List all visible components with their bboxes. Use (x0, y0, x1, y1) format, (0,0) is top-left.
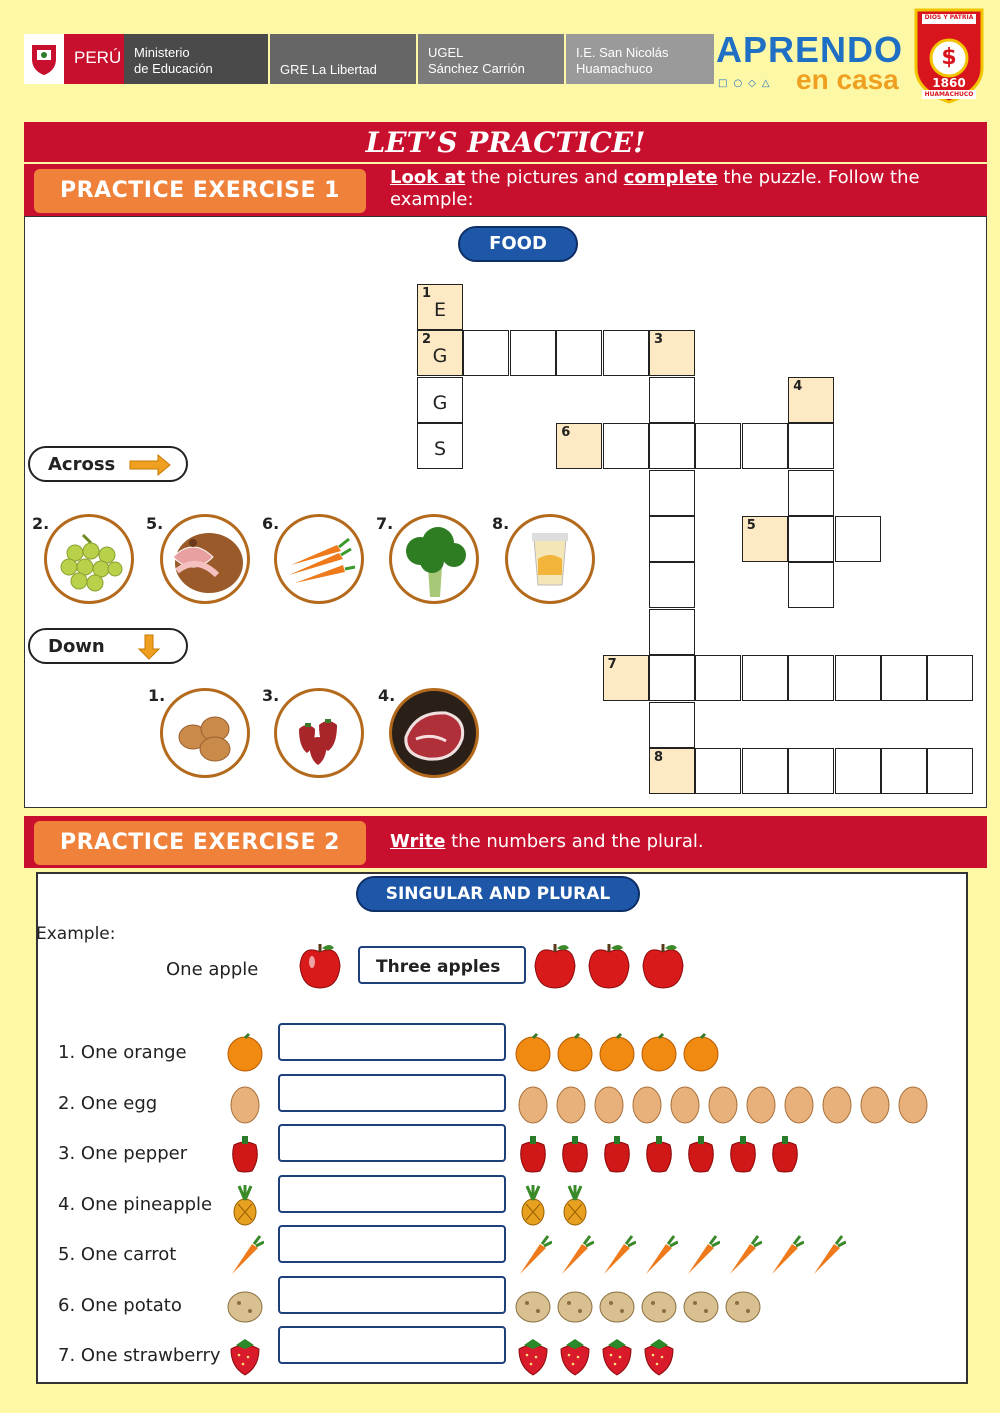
pineapple-icon (556, 1184, 594, 1226)
potato-icon (724, 1285, 762, 1327)
item-singular-picture (226, 1032, 264, 1078)
item-plural-pictures (514, 1285, 762, 1327)
peru-label: PERÚ (64, 34, 124, 84)
orange-icon (556, 1032, 594, 1074)
crossword-cell[interactable] (881, 748, 927, 794)
strawberry-icon (556, 1335, 594, 1377)
instr-text-1: the pictures and (465, 167, 624, 188)
strawberries-icon (274, 688, 364, 778)
potato-icon (640, 1285, 678, 1327)
carrot-icon (766, 1234, 804, 1276)
crossword-cell[interactable] (788, 562, 834, 608)
school-label (566, 34, 714, 84)
peru-crest-icon (24, 34, 64, 84)
crossword-cell[interactable] (649, 516, 695, 562)
crossword-cell[interactable] (788, 470, 834, 516)
exercise2-button: PRACTICE EXERCISE 2 (34, 821, 366, 865)
exercise1-header (24, 164, 987, 216)
broccoli-icon (389, 514, 479, 604)
meat-icon (389, 688, 479, 778)
item-singular-label: 1. One orange (58, 1042, 187, 1063)
crossword-cell[interactable] (695, 655, 741, 701)
clue-number: 6 (561, 425, 571, 441)
strawberry-icon (514, 1335, 552, 1377)
gre-label: GRE La Libertad (270, 34, 418, 84)
shield-year: 1860 (932, 76, 966, 90)
plural-answer-input[interactable] (278, 1124, 506, 1162)
crossword-cell[interactable] (649, 702, 695, 748)
instr-text-2: the puzzle. Follow the example: (390, 167, 920, 210)
apple-icon (640, 940, 686, 990)
topic-singular-plural-pill: SINGULAR AND PLURAL (356, 876, 640, 912)
example-label: Example: (36, 924, 116, 944)
carrot-icon (724, 1234, 762, 1276)
plural-answer-input[interactable] (278, 1023, 506, 1061)
crossword-cell[interactable] (788, 423, 834, 469)
egg-icon (226, 1083, 264, 1125)
aprendo-en-casa-logo (716, 29, 908, 96)
crossword-cell[interactable] (603, 655, 649, 701)
ham-icon (160, 514, 250, 604)
crossword-cell[interactable] (788, 748, 834, 794)
potato-icon (226, 1285, 264, 1327)
crossword-cell[interactable] (835, 516, 881, 562)
crossword-cell[interactable] (463, 330, 509, 376)
crossword-cell[interactable] (603, 423, 649, 469)
crossword-cell[interactable] (927, 748, 973, 794)
clue-number: 5 (746, 518, 756, 533)
ministry-line-1: Ministerio (134, 45, 190, 60)
item-singular-label: 2. One egg (58, 1092, 158, 1114)
crossword-cell[interactable] (742, 516, 788, 562)
crossword-cell[interactable] (417, 377, 463, 423)
crossword-cell[interactable] (649, 377, 695, 423)
exercise1-button: PRACTICE EXERCISE 1 (34, 169, 366, 213)
item-singular-label: 4. One pineapple (58, 1193, 213, 1215)
down-num-4: 4. (378, 686, 396, 705)
topic-food-pill: FOOD (458, 226, 578, 262)
yogurt-icon (505, 514, 595, 604)
egg-icon (780, 1083, 818, 1125)
shield-top-text: DIOS Y PATRIA (924, 14, 974, 21)
carrot-icon (640, 1234, 678, 1276)
item-singular-picture (226, 1133, 264, 1179)
crossword-cell[interactable] (742, 423, 788, 469)
orange-icon (682, 1032, 720, 1074)
crossword-cell[interactable] (881, 655, 927, 701)
pineapple-icon (514, 1184, 552, 1226)
apple-icon (586, 940, 632, 990)
pepper-icon (598, 1133, 636, 1175)
carrot-icon (682, 1234, 720, 1276)
across-num-2: 2. (32, 514, 50, 533)
crossword-cell[interactable] (649, 748, 695, 794)
carrots-icon (274, 514, 364, 604)
egg-icon (628, 1083, 666, 1125)
across-label: Across (48, 454, 116, 475)
pepper-icon (226, 1133, 264, 1175)
carrot-icon (598, 1234, 636, 1276)
potato-icon (556, 1285, 594, 1327)
egg-icon (514, 1083, 552, 1125)
item-plural-pictures (514, 1184, 594, 1226)
pepper-icon (724, 1133, 762, 1175)
potato-icon (598, 1285, 636, 1327)
crossword-cell[interactable] (603, 330, 649, 376)
crossword-letter: E (433, 299, 446, 321)
across-label-pill (28, 446, 188, 482)
item-plural-pictures (514, 1335, 678, 1377)
grapes-icon (44, 514, 134, 604)
brand-bottom: en casa (796, 64, 899, 95)
instr2-text: the numbers and the plural. (445, 831, 704, 852)
example-singular: One apple (166, 959, 259, 980)
exercise2-instruction (390, 831, 970, 853)
strawberry-icon (598, 1335, 636, 1377)
item-singular-picture (226, 1285, 264, 1331)
carrot-icon (514, 1234, 552, 1276)
potato-icon (682, 1285, 720, 1327)
crossword-cell[interactable] (835, 748, 881, 794)
instr-bold-1: Look at (390, 167, 466, 188)
strawberry-icon (226, 1335, 264, 1377)
exercise2-header (24, 816, 987, 868)
brand-shapes-icon: □○◇△ (718, 78, 776, 89)
crossword-cell[interactable] (649, 655, 695, 701)
carrot-icon (556, 1234, 594, 1276)
egg-icon (552, 1083, 590, 1125)
item-singular-picture (226, 1184, 264, 1230)
crossword-cell[interactable] (788, 377, 834, 423)
clue-number: 3 (654, 332, 664, 348)
crossword-cell[interactable] (788, 655, 834, 701)
egg-icon (704, 1083, 742, 1125)
carrot-icon (226, 1234, 264, 1276)
eggs-icon (160, 688, 250, 778)
crossword-cell[interactable] (788, 516, 834, 562)
plural-answer-input[interactable] (278, 1074, 506, 1112)
across-num-8: 8. (492, 514, 510, 533)
crossword-cell[interactable] (649, 562, 695, 608)
item-singular-picture (226, 1234, 264, 1280)
egg-icon (742, 1083, 780, 1125)
apple-icon (532, 940, 578, 990)
pepper-icon (556, 1133, 594, 1175)
crossword-cell[interactable] (417, 284, 463, 330)
ministry-line-2: de Educación (134, 61, 213, 76)
down-label: Down (48, 636, 105, 657)
exercise1-instruction (390, 167, 970, 211)
clue-number: 1 (422, 286, 432, 301)
crossword-cell[interactable] (695, 748, 741, 794)
item-singular-label: 3. One pepper (58, 1143, 188, 1164)
crossword-cell[interactable] (835, 655, 881, 701)
carrot-icon (808, 1234, 846, 1276)
egg-icon (894, 1083, 932, 1125)
crossword-cell[interactable] (649, 423, 695, 469)
down-num-1: 1. (148, 686, 166, 705)
down-label-pill (28, 628, 188, 664)
example-answer: Three apples (376, 957, 501, 977)
example-answer-box (358, 946, 526, 984)
crossword-cell[interactable] (742, 655, 788, 701)
egg-icon (856, 1083, 894, 1125)
item-singular-picture (226, 1083, 264, 1129)
crossword-cell[interactable] (417, 330, 463, 376)
item-singular-picture (226, 1335, 264, 1381)
clue-number: 8 (654, 750, 664, 765)
pepper-icon (514, 1133, 552, 1175)
crossword-letter: G (432, 391, 448, 414)
item-plural-pictures (514, 1083, 932, 1125)
plural-answer-input[interactable] (278, 1276, 506, 1314)
crossword-cell[interactable] (649, 330, 695, 376)
pepper-icon (640, 1133, 678, 1175)
apple-icon (298, 940, 342, 994)
strawberry-icon (640, 1335, 678, 1377)
egg-icon (666, 1083, 704, 1125)
egg-icon (590, 1083, 628, 1125)
orange-icon (514, 1032, 552, 1074)
across-num-5: 5. (146, 514, 164, 533)
clue-number: 7 (607, 657, 617, 673)
crossword-cell[interactable] (695, 423, 741, 469)
crossword-cell[interactable] (510, 330, 556, 376)
down-num-3: 3. (262, 686, 280, 705)
clue-number: 2 (422, 332, 432, 348)
orange-icon (598, 1032, 636, 1074)
svg-text:$: $ (941, 45, 957, 70)
brand-top: APRENDO (716, 29, 904, 70)
school-line-1: I.E. San Nicolás (576, 45, 669, 60)
crossword-letter: G (432, 345, 448, 368)
header-bar (24, 34, 714, 84)
instr-bold-2: complete (623, 167, 718, 188)
plural-answer-input[interactable] (278, 1225, 506, 1263)
crossword-letter: S (433, 438, 447, 461)
across-num-7: 7. (376, 514, 394, 533)
egg-icon (818, 1083, 856, 1125)
crossword-cell[interactable] (927, 655, 973, 701)
item-plural-pictures (514, 1234, 846, 1276)
ministry-label (124, 34, 270, 84)
pepper-icon (682, 1133, 720, 1175)
orange-icon (226, 1032, 264, 1074)
plural-answer-input[interactable] (278, 1326, 506, 1364)
potato-icon (514, 1285, 552, 1327)
item-singular-label: 7. One strawberry (58, 1345, 221, 1366)
crossword-cell[interactable] (649, 470, 695, 516)
item-singular-label: 5. One carrot (58, 1244, 177, 1265)
ugel-line-1: UGEL (428, 45, 464, 60)
arrow-right-icon (128, 454, 172, 476)
item-plural-pictures (514, 1032, 720, 1074)
example-apples-group (532, 940, 686, 990)
pepper-icon (766, 1133, 804, 1175)
shield-bottom-text: HUAMACHUCO (924, 91, 974, 98)
instr2-bold: Write (390, 831, 446, 852)
school-line-2: Huamachuco (576, 61, 653, 76)
item-singular-label: 6. One potato (58, 1294, 182, 1316)
plural-answer-input[interactable] (278, 1175, 506, 1213)
crossword-cell[interactable] (417, 423, 463, 469)
orange-icon (640, 1032, 678, 1074)
ugel-line-2: Sánchez Carrión (428, 61, 525, 76)
page-title: LET’S PRACTICE! (24, 122, 987, 162)
arrow-down-icon (138, 634, 160, 660)
item-plural-pictures (514, 1133, 804, 1175)
crossword-cell[interactable] (649, 609, 695, 655)
clue-number: 4 (793, 378, 803, 394)
crossword-cell[interactable] (556, 330, 602, 376)
crossword-cell[interactable] (556, 423, 602, 469)
ugel-label (418, 34, 566, 84)
across-num-6: 6. (262, 514, 280, 533)
crossword-cell[interactable] (742, 748, 788, 794)
pineapple-icon (226, 1184, 264, 1226)
school-shield-logo (912, 4, 986, 104)
